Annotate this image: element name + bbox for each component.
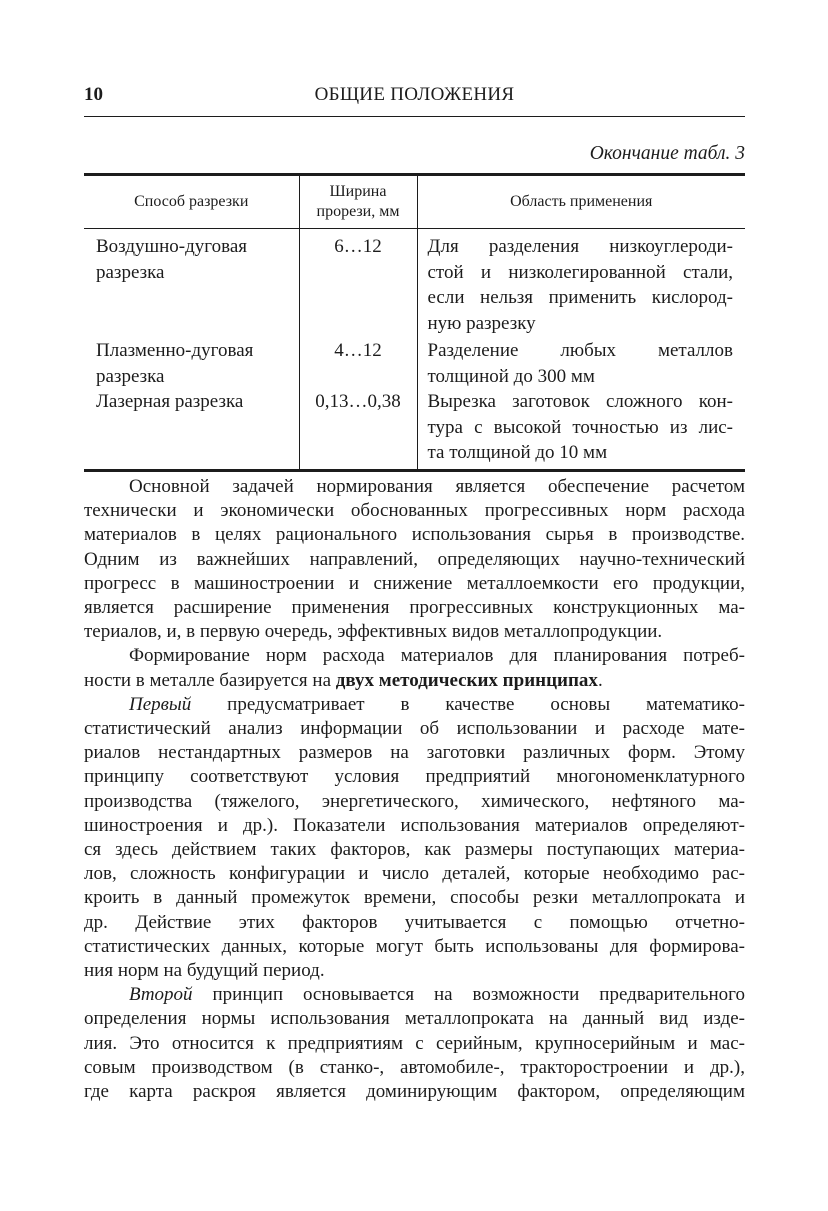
cell-line: Лазерная разрезка (96, 391, 244, 412)
text-run: предусматривает в качестве основы математико- (191, 693, 745, 715)
cell-line: ную разрезку (427, 312, 536, 334)
text-line: совым производством (в станко-, автомобиле-, тракторостроении и др.), (84, 1056, 745, 1078)
text-line: лия. Это относится к предприятиям с серийным, крупносерийным и мас- (84, 1032, 745, 1054)
paragraph (84, 983, 745, 1104)
bold-term: двух методических принципах (335, 669, 598, 691)
column-header-width (299, 175, 417, 229)
text-line: Основной задачей нормирования является обеспечение расчетом (129, 476, 745, 497)
text-line: определения нормы использования металлопроката на данный вид изде- (84, 1008, 745, 1030)
cell-line: Разделение любых металлов (427, 340, 733, 361)
column-header-application: Область применения (417, 175, 745, 229)
text-line: статистических данных, которые могут быть использованы для формирова- (84, 935, 745, 957)
cell-width: 6…12 (299, 229, 417, 337)
cutting-methods-table (84, 173, 745, 472)
cell-application (417, 229, 745, 337)
cell-line: Воздушно-дуговая (96, 236, 248, 257)
italic-term: Первый (129, 693, 192, 715)
column-header-width-line: Ширина (329, 183, 387, 200)
text-line: материалов в целях рационального использования сырья в производстве. (84, 524, 745, 546)
text-line: др. Действие этих факторов учитывается с помощью отчетно- (84, 911, 745, 933)
cell-application (417, 389, 745, 470)
text-line: где карта раскроя является доминирующим фактором, определяющим (84, 1081, 745, 1103)
text-line: является расширение применения прогрессивных конструкционных ма- (84, 597, 745, 619)
text-line: производства (тяжелого, энергетического, химического, нефтяного ма- (84, 790, 745, 812)
table-caption: Окончание табл. 3 (589, 143, 745, 164)
text-line (84, 693, 745, 717)
text-line: ся здесь действием таких факторов, как размеры поступающих материа- (84, 839, 745, 861)
cell-line: та толщиной до 10 мм (427, 442, 608, 463)
cell-application (417, 338, 745, 389)
text-line: статистический анализ информации об использовании и расходе мате- (84, 718, 745, 740)
running-title: ОБЩИЕ ПОЛОЖЕНИЯ (314, 84, 515, 105)
text-line: шиностроения и др.). Показатели использования материалов определяют- (84, 814, 745, 836)
table-row (84, 338, 745, 389)
paragraph (84, 644, 745, 692)
text-line: технически и экономически обоснованных прогрессивных норм расхода (84, 500, 745, 522)
cell-line: Для разделения низкоуглероди- (427, 236, 733, 257)
text-line: Формирование норм расхода материалов для планирования потреб- (129, 645, 745, 667)
text-line (84, 983, 745, 1007)
table-row (84, 229, 745, 337)
cell-method (84, 338, 299, 389)
table-header-row (84, 175, 745, 229)
paragraph (84, 475, 745, 644)
cell-line: толщиной до 300 мм (427, 365, 595, 387)
text-line: ния норм на будущий период. (84, 960, 325, 982)
cell-method (84, 229, 299, 337)
cell-width: 4…12 (299, 338, 417, 389)
table-row (84, 389, 745, 470)
text-line: териалов, и, в первую очередь, эффективных видов металлопродукции. (84, 621, 663, 643)
text-line: кроить в данный промежуток времени, способы резки металлопроката и (84, 887, 745, 909)
cell-line: Плазменно-дуговая (96, 340, 254, 361)
italic-term: Второй (129, 984, 193, 1006)
text-line: риалов нестандартных размеров на заготовки различных форм. Этому (84, 742, 745, 764)
cell-line: стой и низколегированной стали, (427, 261, 733, 283)
cell-line: Вырезка заготовок сложного кон- (427, 391, 733, 412)
cell-method (84, 389, 299, 470)
text-line: Одним из важнейших направлений, определяющих научно-технический (84, 548, 745, 570)
text-line: принципу соответствуют условия предприятий многономенклатурного (84, 766, 745, 788)
column-header-method: Способ разрезки (84, 175, 299, 229)
text-line (84, 669, 745, 693)
paragraph (84, 693, 745, 983)
body-text (84, 475, 745, 1104)
cell-line: тура с высокой точностью из лис- (427, 416, 733, 438)
cell-line: разрезка (96, 365, 165, 387)
cell-width: 0,13…0,38 (299, 389, 417, 470)
text-run: принцип основывается на возможности предварительного (192, 984, 745, 1006)
text-run: . (597, 669, 603, 691)
text-line: прогресс в машиностроении и снижение металлоемкости его продукции, (84, 572, 745, 594)
page-header (84, 80, 745, 114)
header-divider (84, 116, 745, 117)
page-number: 10 (84, 84, 103, 105)
text-run: ности в металле базируется на (84, 669, 336, 691)
cell-line: если нельзя применить кислород- (427, 287, 733, 308)
column-header-width-line: прорези, мм (316, 203, 400, 220)
cell-line: разрезка (96, 261, 165, 283)
text-line: лов, сложность конфигурации и число деталей, которые необходимо рас- (84, 863, 745, 885)
